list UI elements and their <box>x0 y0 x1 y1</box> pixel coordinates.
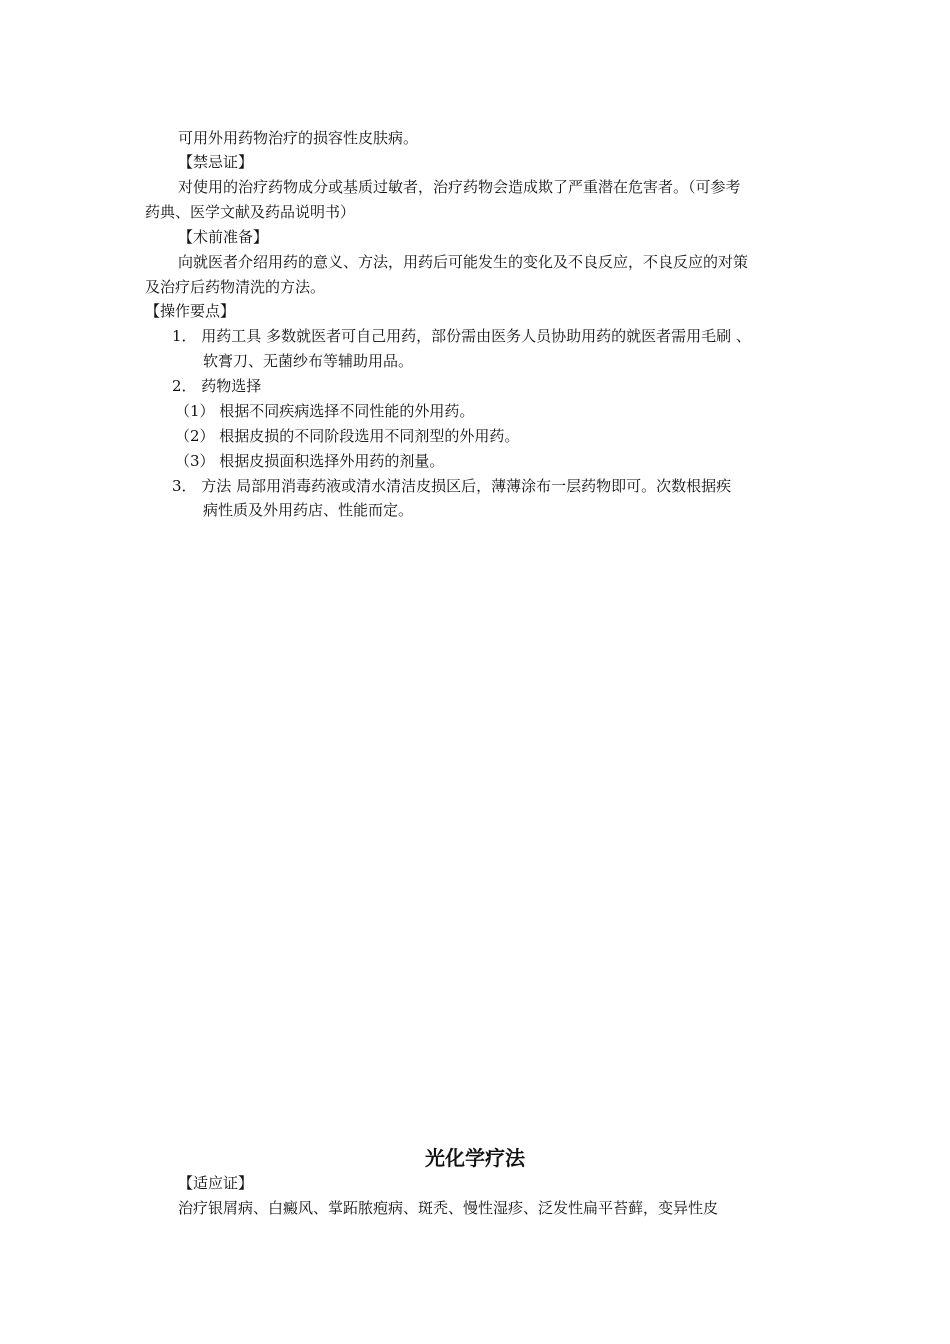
operation-item3-line1: 3． 方法 局部用消毒药液或清水清洁皮损区后，薄薄涂布一层药物即可。次数根据疾 <box>172 477 732 495</box>
operation-item2: 2． 药物选择 <box>172 377 262 395</box>
operation-subitem2: （2） 根据皮损的不同阶段选用不同剂型的外用药。 <box>175 427 520 445</box>
operation-item3-line2: 病性质及外用药店、性能而定。 <box>203 501 414 519</box>
preparation-text-line2: 及治疗后药物清洗的方法。 <box>145 278 326 296</box>
indications-heading: 【适应证】 <box>178 1174 254 1192</box>
contraindications-text-line2: 药典、医学文献及药品说明书） <box>145 203 356 221</box>
indications-tail-text: 可用外用药物治疗的损容性皮肤病。 <box>178 129 419 147</box>
section-title: 光化学疗法 <box>425 1146 525 1170</box>
operation-item1-line1: 1． 用药工具 多数就医者可自己用药，部份需由医务人员协助用药的就医者需用毛刷 、 <box>172 327 751 345</box>
operation-heading: 【操作要点】 <box>145 302 236 320</box>
contraindications-heading: 【禁忌证】 <box>178 153 254 171</box>
operation-subitem3: （3） 根据皮损面积选择外用药的剂量。 <box>175 452 445 470</box>
operation-subitem1: （1） 根据不同疾病选择不同性能的外用药。 <box>175 402 475 420</box>
operation-item1-line2: 软膏刀、无菌纱布等辅助用品。 <box>203 352 414 370</box>
preparation-heading: 【术前准备】 <box>178 228 269 246</box>
contraindications-text-line1: 对使用的治疗药物成分或基质过敏者，治疗药物会造成欺了严重潜在危害者。（可参考 <box>178 178 741 196</box>
preparation-text-line1: 向就医者介绍用药的意义、方法，用药后可能发生的变化及不良反应，不良反应的对策 <box>178 253 749 271</box>
indications-text-line1: 治疗银屑病、白癜风、掌跖脓疱病、斑秃、慢性湿疹、泛发性扁平苔藓，变异性皮 <box>178 1199 719 1217</box>
